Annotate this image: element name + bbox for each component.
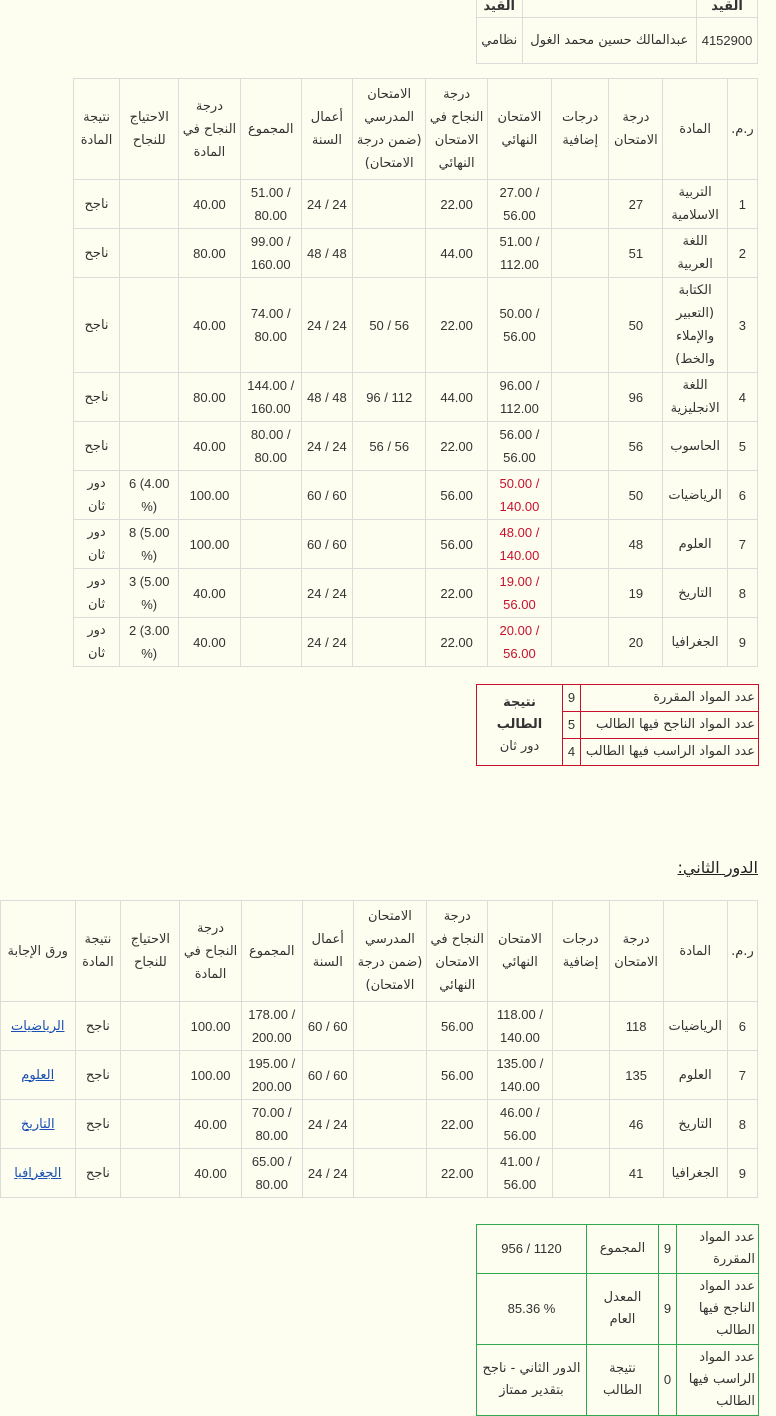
exam-grade: 27: [609, 180, 663, 229]
passed-count-value: 5: [563, 712, 581, 739]
school-exam: [352, 229, 426, 278]
year-work-text: 60 / 60: [307, 536, 347, 552]
final-exam-text: 51.00 / 112.00: [499, 234, 540, 272]
subject-name: الجغرافيا: [663, 1149, 727, 1198]
table-row: [74, 520, 758, 569]
subject-result: دور ثان: [74, 471, 120, 520]
exam-grade: 20: [609, 618, 663, 667]
extra-grades: [552, 1149, 609, 1198]
total: [240, 373, 301, 422]
pass-grade: 100.00: [180, 1002, 241, 1051]
passed-count-label: عدد المواد الناجح فيها الطالب: [677, 1274, 759, 1345]
col-total: المجموع: [241, 901, 302, 1002]
table-row: [74, 618, 758, 667]
year-work-text: 60 / 60: [307, 487, 347, 503]
needed-to-pass: [120, 569, 179, 618]
total: [240, 520, 301, 569]
row-number: 7: [727, 520, 757, 569]
table-row: [74, 569, 758, 618]
col-no: ر.م.: [727, 901, 757, 1002]
final-exam: [487, 422, 551, 471]
student-name-header: [522, 0, 697, 18]
average-label: المعدل العام: [587, 1274, 659, 1345]
extra-grades: [552, 520, 609, 569]
final-exam: [487, 229, 551, 278]
pass-in-final: 22.00: [426, 180, 487, 229]
row-number: 2: [727, 229, 757, 278]
final-exam-text: 48.00 / 140.00: [499, 525, 540, 563]
total: [241, 1100, 302, 1149]
exam-grade: 48: [609, 520, 663, 569]
exam-grade: 46: [609, 1100, 663, 1149]
pass-grade: 40.00: [179, 422, 240, 471]
school-exam: [352, 471, 426, 520]
school-exam: [353, 1149, 426, 1198]
total: [240, 471, 301, 520]
exam-grade: 50: [609, 278, 663, 373]
failed-count-value: 4: [563, 739, 581, 766]
pass-in-final: 22.00: [427, 1149, 488, 1198]
col-extra: درجات إضافية: [552, 901, 609, 1002]
answer-sheet-link[interactable]: التاريخ: [20, 1116, 55, 1132]
col-exam-grade: درجة الامتحان: [609, 901, 663, 1002]
subject-result: دور ثان: [74, 569, 120, 618]
pass-grade: 40.00: [179, 618, 240, 667]
col-needed: الاحتياج للنجاح: [120, 79, 179, 180]
school-exam: [352, 180, 426, 229]
col-sheet: ورق الإجابة: [1, 901, 76, 1002]
final-exam-text: 56.00 / 56.00: [499, 427, 540, 465]
needed-to-pass-text: 8 (5.00 %): [128, 525, 170, 563]
final-exam: [488, 1051, 552, 1100]
extra-grades: [552, 373, 609, 422]
subjects-count-value: 9: [659, 1225, 677, 1274]
table-row: [1, 1051, 758, 1100]
total: [241, 1051, 302, 1100]
subject-result: ناجح: [74, 229, 120, 278]
col-result: نتيجة المادة: [75, 901, 121, 1002]
final-exam: [487, 520, 551, 569]
final-exam-text: 118.00 / 140.00: [496, 1007, 543, 1045]
year-work: [301, 180, 352, 229]
table-row: [1, 1149, 758, 1198]
round2-summary-box: [476, 1224, 759, 1416]
table-row: [74, 278, 758, 373]
col-final-exam: الامتحان النهائي: [487, 79, 551, 180]
final-exam: [488, 1100, 552, 1149]
row-number: 9: [727, 618, 757, 667]
final-exam: [488, 1002, 552, 1051]
pass-grade: 80.00: [179, 229, 240, 278]
round1-summary-box: [476, 684, 759, 766]
subject-result: ناجح: [74, 422, 120, 471]
extra-grades: [552, 1002, 609, 1051]
student-status: نظامي: [477, 18, 523, 64]
needed-to-pass-text: 2 (3.00 %): [128, 623, 170, 661]
subject-name: التاريخ: [663, 569, 727, 618]
pass-in-final: 44.00: [426, 373, 487, 422]
subject-name: اللغة الانجليزية: [663, 373, 727, 422]
needed-to-pass: [120, 520, 179, 569]
school-exam-text: 96 / 112: [366, 389, 413, 405]
school-exam: [352, 373, 426, 422]
pass-grade: 40.00: [180, 1100, 241, 1149]
total-text: 65.00 / 80.00: [251, 1154, 292, 1192]
subject-name: العلوم: [663, 1051, 727, 1100]
table-row: [74, 422, 758, 471]
col-no: ر.م.: [727, 79, 757, 180]
year-work-text: 60 / 60: [307, 1067, 348, 1083]
table-row: [74, 471, 758, 520]
total: [240, 422, 301, 471]
answer-sheet-link[interactable]: الرياضيات: [11, 1018, 65, 1034]
needed-to-pass: [121, 1100, 180, 1149]
col-extra: درجات إضافية: [552, 79, 609, 180]
total-text: 195.00 / 200.00: [248, 1056, 296, 1094]
col-school-exam: الامتحان المدرسي (ضمن درجة الامتحان): [352, 79, 426, 180]
col-pass-final: درجة النجاح في الامتحان النهائي: [426, 79, 487, 180]
passed-count-value: 9: [659, 1274, 677, 1345]
answer-sheet: [1, 1100, 76, 1149]
year-work: [301, 618, 352, 667]
final-exam: [487, 618, 551, 667]
needed-to-pass: [120, 373, 179, 422]
year-work-text: 60 / 60: [307, 1018, 348, 1034]
pass-grade: 100.00: [180, 1051, 241, 1100]
final-exam: [488, 1149, 552, 1198]
answer-sheet: [1, 1002, 76, 1051]
table-row: [1, 1002, 758, 1051]
subject-name: الرياضيات: [663, 1002, 727, 1051]
average-value-text: 85.36 %: [507, 1301, 556, 1316]
row-number: 8: [727, 1100, 757, 1149]
round2-results-table: [0, 900, 758, 1198]
exam-grade: 96: [609, 373, 663, 422]
student-status-header: القيد: [477, 0, 523, 18]
final-exam-text: 135.00 / 140.00: [496, 1056, 544, 1094]
subject-result: ناجح: [74, 373, 120, 422]
row-number: 8: [727, 569, 757, 618]
school-exam: [353, 1100, 426, 1149]
needed-to-pass-text: 3 (5.00 %): [128, 574, 170, 612]
total-value-text: 956 / 1120: [501, 1241, 562, 1256]
col-pass-grade: درجة النجاح في المادة: [180, 901, 241, 1002]
col-pass-final: درجة النجاح في الامتحان النهائي: [427, 901, 488, 1002]
total-text: 74.00 / 80.00: [250, 306, 291, 344]
pass-in-final: 22.00: [427, 1100, 488, 1149]
subject-result: دور ثان: [74, 618, 120, 667]
subject-result: ناجح: [75, 1051, 121, 1100]
passed-count-label: عدد المواد الناجح فيها الطالب: [581, 712, 759, 739]
student-result-value: دور ثان: [499, 739, 540, 754]
year-work-text: 24 / 24: [307, 634, 347, 650]
total: [240, 180, 301, 229]
school-exam-text: 56 / 56: [369, 438, 410, 454]
subject-name: التاريخ: [663, 1100, 727, 1149]
failed-count-label: عدد المواد الراسب فيها الطالب: [677, 1345, 759, 1416]
subject-name: اللغة العربية: [663, 229, 727, 278]
subject-result: ناجح: [75, 1002, 121, 1051]
col-subject: المادة: [663, 79, 727, 180]
total-text: 80.00 / 80.00: [250, 427, 291, 465]
subject-result: ناجح: [74, 278, 120, 373]
col-year-work: أعمال السنة: [301, 79, 352, 180]
total: [240, 278, 301, 373]
pass-grade: 40.00: [179, 569, 240, 618]
needed-to-pass: [120, 618, 179, 667]
final-exam-text: 19.00 / 56.00: [499, 574, 540, 612]
col-exam-grade: درجة الامتحان: [609, 79, 663, 180]
row-number: 3: [727, 278, 757, 373]
row-number: 5: [727, 422, 757, 471]
school-exam: [352, 618, 426, 667]
student-result-title: نتيجة الطالب: [496, 695, 543, 732]
needed-to-pass: [120, 422, 179, 471]
extra-grades: [552, 278, 609, 373]
year-work-text: 24 / 24: [307, 317, 347, 333]
pass-in-final: 56.00: [427, 1051, 488, 1100]
needed-to-pass: [121, 1051, 180, 1100]
table-header-row: [74, 79, 758, 180]
final-exam-text: 41.00 / 56.00: [500, 1154, 540, 1192]
subject-result: ناجح: [75, 1100, 121, 1149]
table-row: [1, 1100, 758, 1149]
final-exam: [487, 278, 551, 373]
subject-result: ناجح: [75, 1149, 121, 1198]
total: [240, 618, 301, 667]
subjects-count-label: عدد المواد المقررة: [581, 685, 759, 712]
row-number: 7: [727, 1051, 757, 1100]
col-year-work: أعمال السنة: [302, 901, 353, 1002]
col-needed: الاحتياج للنجاح: [121, 901, 180, 1002]
total: [241, 1002, 302, 1051]
table-row: [74, 180, 758, 229]
table-row: [74, 373, 758, 422]
pass-in-final: 22.00: [426, 278, 487, 373]
year-work: [302, 1100, 353, 1149]
final-exam-text: 20.00 / 56.00: [499, 623, 540, 661]
failed-count-label: عدد المواد الراسب فيها الطالب: [581, 739, 759, 766]
student-result-value: الدور الثاني - ناجح بتقدير ممتاز: [477, 1345, 587, 1416]
row-number: 6: [727, 1002, 757, 1051]
total: [240, 569, 301, 618]
year-work: [301, 229, 352, 278]
year-work: [302, 1002, 353, 1051]
answer-sheet-link[interactable]: الجغرافيا: [14, 1165, 62, 1181]
needed-to-pass-text: 6 (4.00 %): [128, 476, 170, 514]
total-text: 70.00 / 80.00: [251, 1105, 292, 1143]
total-text: 51.00 / 80.00: [250, 185, 291, 223]
extra-grades: [552, 1100, 609, 1149]
row-number: 4: [727, 373, 757, 422]
pass-grade: 40.00: [179, 278, 240, 373]
subjects-count-label: عدد المواد المقررة: [677, 1225, 759, 1274]
pass-in-final: 56.00: [426, 520, 487, 569]
student-result-label: [477, 685, 563, 766]
year-work-text: 24 / 24: [307, 196, 347, 212]
subjects-count-value: 9: [563, 685, 581, 712]
pass-grade: 80.00: [179, 373, 240, 422]
answer-sheet: [1, 1051, 76, 1100]
pass-in-final: 56.00: [426, 471, 487, 520]
col-school-exam: الامتحان المدرسي (ضمن درجة الامتحان): [353, 901, 426, 1002]
school-exam: [352, 569, 426, 618]
year-work: [301, 422, 352, 471]
col-result: نتيجة المادة: [74, 79, 120, 180]
final-exam-text: 27.00 / 56.00: [499, 185, 540, 223]
final-exam-text: 96.00 / 112.00: [499, 378, 540, 416]
exam-grade: 50: [609, 471, 663, 520]
year-work: [301, 278, 352, 373]
year-work-text: 24 / 24: [307, 585, 347, 601]
pass-in-final: 56.00: [427, 1002, 488, 1051]
student-info-table: [476, 0, 758, 64]
extra-grades: [552, 471, 609, 520]
row-number: 1: [727, 180, 757, 229]
table-header-row: [1, 901, 758, 1002]
extra-grades: [552, 180, 609, 229]
extra-grades: [552, 229, 609, 278]
pass-grade: 100.00: [179, 471, 240, 520]
year-work-text: 48 / 48: [307, 245, 347, 261]
row-number: 6: [727, 471, 757, 520]
row-number: 9: [727, 1149, 757, 1198]
needed-to-pass: [120, 229, 179, 278]
pass-grade: 40.00: [180, 1149, 241, 1198]
round2-title: الدور الثاني:: [677, 858, 758, 877]
year-work-text: 48 / 48: [307, 389, 347, 405]
exam-grade: 19: [609, 569, 663, 618]
exam-grade: 41: [609, 1149, 663, 1198]
exam-grade: 51: [609, 229, 663, 278]
year-work: [302, 1149, 353, 1198]
total: [240, 229, 301, 278]
subject-result: ناجح: [74, 180, 120, 229]
year-work: [301, 471, 352, 520]
school-exam: [353, 1002, 426, 1051]
col-pass-grade: درجة النجاح في المادة: [179, 79, 240, 180]
year-work-text: 24 / 24: [307, 1165, 348, 1181]
final-exam-text: 46.00 / 56.00: [500, 1105, 540, 1143]
final-exam: [487, 471, 551, 520]
col-total: المجموع: [240, 79, 301, 180]
student-id: 4152900: [697, 18, 758, 64]
total: [241, 1149, 302, 1198]
subject-name: الكتابة (التعبير والإملاء والخط): [663, 278, 727, 373]
extra-grades: [552, 1051, 609, 1100]
year-work: [301, 373, 352, 422]
subject-name: التربية الاسلامية: [663, 180, 727, 229]
needed-to-pass: [121, 1149, 180, 1198]
final-exam-text: 50.00 / 140.00: [499, 476, 540, 514]
school-exam: [352, 520, 426, 569]
extra-grades: [552, 422, 609, 471]
needed-to-pass: [120, 471, 179, 520]
school-exam: [352, 278, 426, 373]
subject-name: الجغرافيا: [663, 618, 727, 667]
failed-count-value: 0: [659, 1345, 677, 1416]
col-subject: المادة: [663, 901, 727, 1002]
needed-to-pass: [121, 1002, 180, 1051]
pass-grade: 100.00: [179, 520, 240, 569]
total-text: 178.00 / 200.00: [248, 1007, 296, 1045]
school-exam: [352, 422, 426, 471]
total-text: 144.00 / 160.00: [247, 378, 295, 416]
col-final-exam: الامتحان النهائي: [488, 901, 552, 1002]
subject-name: الرياضيات: [663, 471, 727, 520]
subject-name: الحاسوب: [663, 422, 727, 471]
average-value: [477, 1274, 587, 1345]
needed-to-pass: [120, 278, 179, 373]
answer-sheet: [1, 1149, 76, 1198]
round1-results-table: [73, 78, 758, 667]
final-exam: [487, 373, 551, 422]
year-work: [301, 520, 352, 569]
year-work-text: 24 / 24: [307, 1116, 348, 1132]
final-exam: [487, 180, 551, 229]
total-value: [477, 1225, 587, 1274]
school-exam: [353, 1051, 426, 1100]
final-exam: [487, 569, 551, 618]
student-id-header: القيد: [697, 0, 758, 18]
exam-grade: 118: [609, 1002, 663, 1051]
subject-result: دور ثان: [74, 520, 120, 569]
pass-in-final: 44.00: [426, 229, 487, 278]
pass-in-final: 22.00: [426, 618, 487, 667]
pass-grade: 40.00: [179, 180, 240, 229]
year-work: [301, 569, 352, 618]
school-exam-text: 50 / 56: [369, 317, 410, 333]
year-work-text: 24 / 24: [307, 438, 347, 454]
pass-in-final: 22.00: [426, 569, 487, 618]
student-name: عبدالمالك حسين محمد الغول: [522, 18, 697, 64]
answer-sheet-link[interactable]: العلوم: [21, 1067, 55, 1083]
total-label: المجموع: [587, 1225, 659, 1274]
pass-in-final: 22.00: [426, 422, 487, 471]
subject-name: العلوم: [663, 520, 727, 569]
student-result-label: نتيجة الطالب: [587, 1345, 659, 1416]
total-text: 99.00 / 160.00: [250, 234, 291, 272]
exam-grade: 135: [609, 1051, 663, 1100]
extra-grades: [552, 569, 609, 618]
exam-grade: 56: [609, 422, 663, 471]
table-row: [74, 229, 758, 278]
final-exam-text: 50.00 / 56.00: [499, 306, 540, 344]
year-work: [302, 1051, 353, 1100]
needed-to-pass: [120, 180, 179, 229]
extra-grades: [552, 618, 609, 667]
